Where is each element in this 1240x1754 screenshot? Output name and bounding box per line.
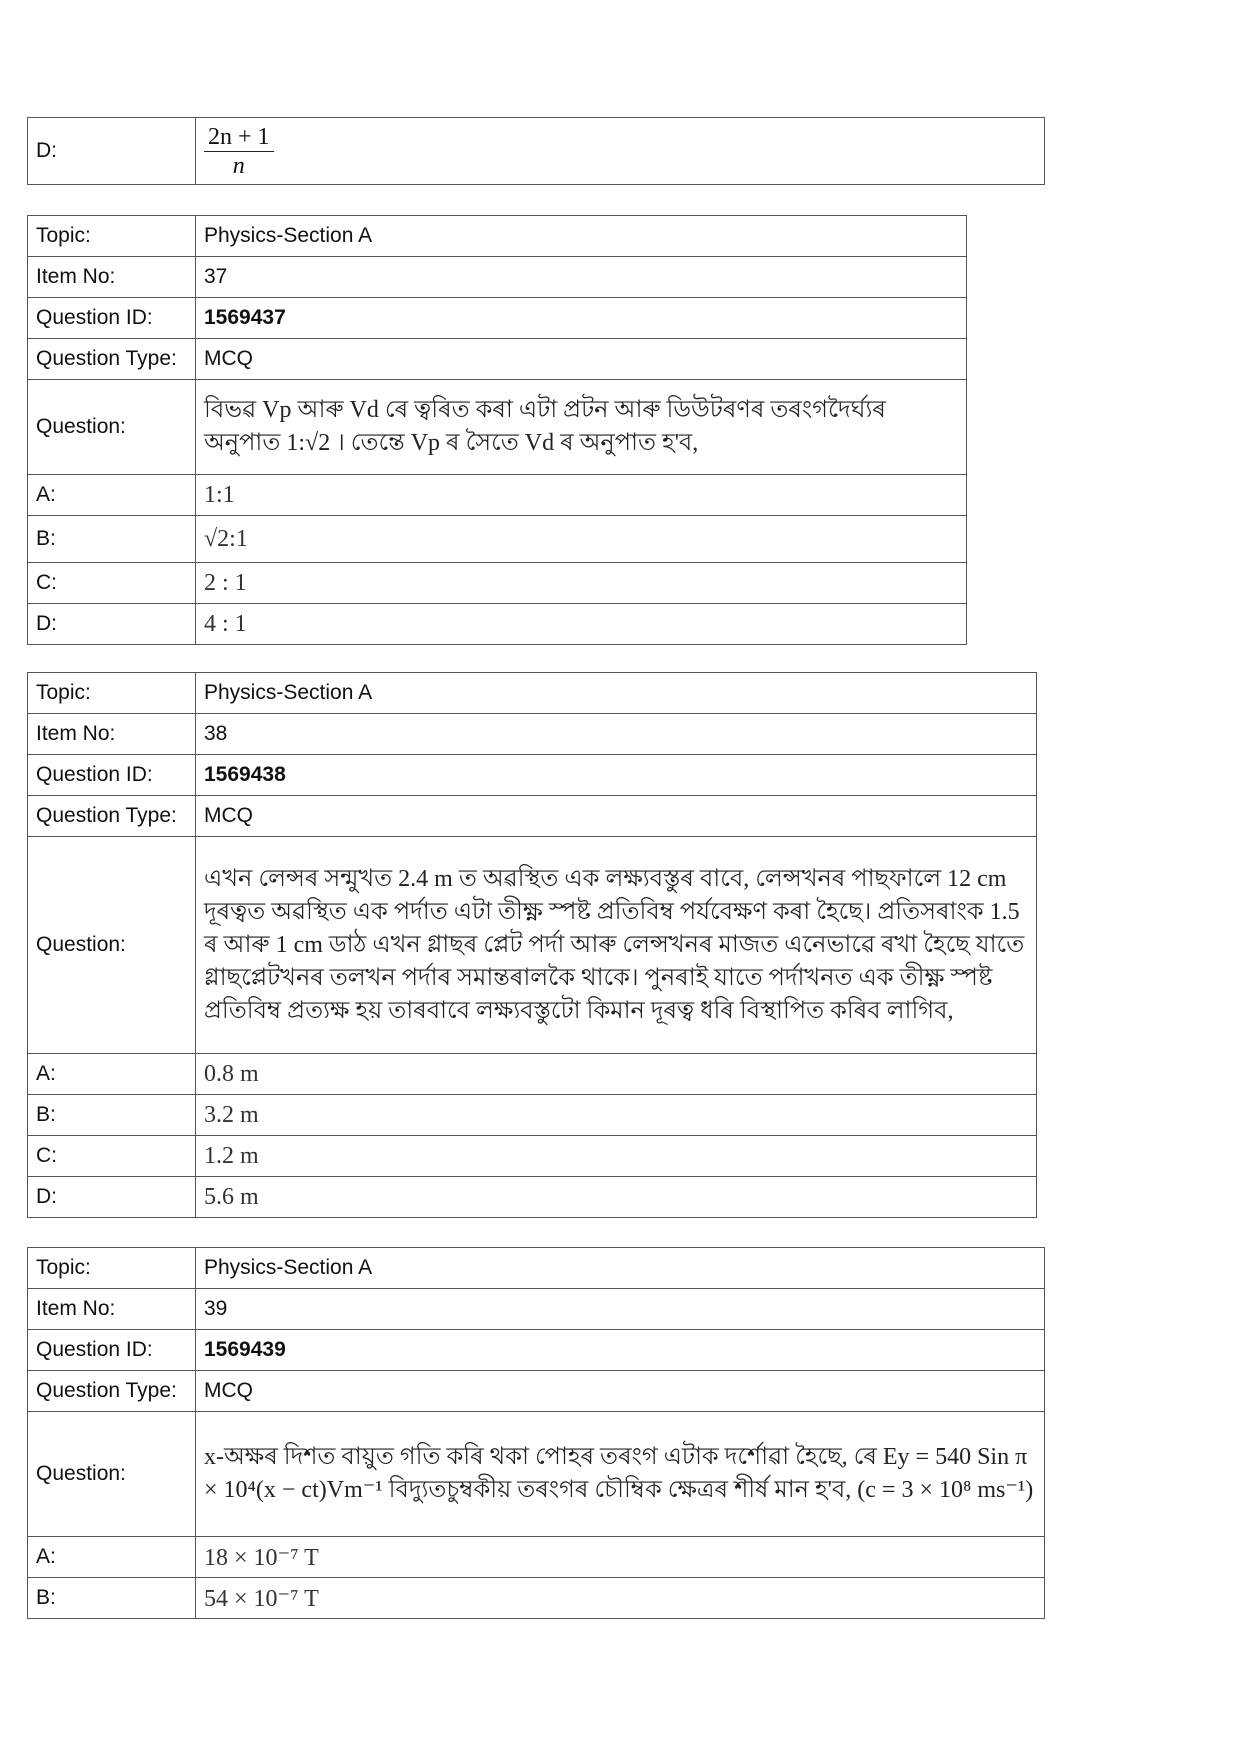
option-b-label: B: xyxy=(28,516,196,563)
fraction-denominator: n xyxy=(232,152,245,179)
item-label: Item No: xyxy=(28,257,196,298)
topic-row xyxy=(28,673,1037,714)
option-a-value: 0.8 m xyxy=(196,1054,1037,1095)
question-text: এখন লেন্সৰ সন্মুখত 2.4 m ত অৱস্থিত এক লক্ষ্যবস্তুৰ বাবে, লেন্সখনৰ পাছফালে 12 cm দূৰত্বত অৱস্থিত এক পৰ্দাত এটা তীক্ষ্ণ স্পষ্ট প্ৰতিবিম্ব পৰ্যবেক্ষণ কৰা হৈছে। প্ৰতিসৰাংক 1.5 ৰ আৰু 1 cm ডাঠ এখন গ্লাছৰ প্লেট পৰ্দা আৰু লেন্সখনৰ মাজত এনেভাৱে ৰখা হৈছে যাতে গ্লাছপ্লেটখনৰ তলখন পৰ্দাৰ সমান্তৰালকৈ থাকে। পুনৰাই যাতে পৰ্দাখনত এক তীক্ষ্ণ স্পষ্ট প্ৰতিবিম্ব প্ৰত্যক্ষ হয় তাৰবাবে লক্ষ্যবস্তুটো কিমান দূৰত্ব ধৰি বিস্থাপিত কৰিব লাগিব, xyxy=(196,837,1037,1054)
option-d-value: 4 : 1 xyxy=(196,604,967,645)
qid-label: Question ID: xyxy=(28,1330,196,1371)
option-a-value: 18 × 10⁻⁷ T xyxy=(196,1537,1045,1578)
qtype-row xyxy=(28,339,967,380)
qid-label: Question ID: xyxy=(28,755,196,796)
question-label: Question: xyxy=(28,1412,196,1537)
option-b-row xyxy=(28,516,967,563)
option-c-value: 1.2 m xyxy=(196,1136,1037,1177)
option-a-label: A: xyxy=(28,1054,196,1095)
q36-tail-table xyxy=(27,117,1045,185)
option-d-row xyxy=(28,1177,1037,1218)
topic-label: Topic: xyxy=(28,673,196,714)
option-c-label: C: xyxy=(28,1136,196,1177)
qtype-value: MCQ xyxy=(196,339,967,380)
option-b-value: 3.2 m xyxy=(196,1095,1037,1136)
qtype-value: MCQ xyxy=(196,1371,1045,1412)
qtype-label: Question Type: xyxy=(28,796,196,837)
option-b-value: √2:1 xyxy=(196,516,967,563)
item-row xyxy=(28,1289,1045,1330)
option-b-label: B: xyxy=(28,1095,196,1136)
topic-value: Physics-Section A xyxy=(196,216,967,257)
fraction-numerator: 2n + 1 xyxy=(204,123,274,152)
option-c-row xyxy=(28,563,967,604)
qid-row xyxy=(28,1330,1045,1371)
item-value: 38 xyxy=(196,714,1037,755)
qtype-label: Question Type: xyxy=(28,339,196,380)
question-label: Question: xyxy=(28,380,196,475)
question-text: বিভৱ Vp আৰু Vd ৰে ত্বৰিত কৰা এটা প্ৰটন আৰু ডিউটৰণৰ তৰংগদৈৰ্ঘ্যৰ অনুপাত 1:√2 । তেন্তে Vp ৰ সৈতে Vd ৰ অনুপাত হ'ব, xyxy=(196,380,967,475)
option-d-row xyxy=(28,118,1045,185)
item-row xyxy=(28,714,1037,755)
option-a-row xyxy=(28,475,967,516)
qtype-label: Question Type: xyxy=(28,1371,196,1412)
question-row xyxy=(28,837,1037,1054)
item-row xyxy=(28,257,967,298)
qid-value: 1569439 xyxy=(196,1330,1045,1371)
question-39-table xyxy=(27,1247,1045,1619)
qid-value: 1569438 xyxy=(196,755,1037,796)
qid-row xyxy=(28,298,967,339)
option-a-row xyxy=(28,1054,1037,1095)
item-label: Item No: xyxy=(28,1289,196,1330)
question-row xyxy=(28,380,967,475)
option-c-row xyxy=(28,1136,1037,1177)
qtype-value: MCQ xyxy=(196,796,1037,837)
item-value: 37 xyxy=(196,257,967,298)
option-a-label: A: xyxy=(28,475,196,516)
qtype-row xyxy=(28,1371,1045,1412)
topic-value: Physics-Section A xyxy=(196,673,1037,714)
topic-label: Topic: xyxy=(28,216,196,257)
topic-row xyxy=(28,1248,1045,1289)
item-label: Item No: xyxy=(28,714,196,755)
option-d-value: 5.6 m xyxy=(196,1177,1037,1218)
question-row xyxy=(28,1412,1045,1537)
topic-label: Topic: xyxy=(28,1248,196,1289)
qtype-row xyxy=(28,796,1037,837)
qid-row xyxy=(28,755,1037,796)
item-value: 39 xyxy=(196,1289,1045,1330)
option-b-row xyxy=(28,1578,1045,1619)
question-text: x-অক্ষৰ দিশত বায়ুত গতি কৰি থকা পোহৰ তৰংগ এটাক দৰ্শোৱা হৈছে, ৰে Ey = 540 Sin π × 10⁴(x − ct)Vm⁻¹ বিদ্যুতচুম্বকীয় তৰংগৰ চৌম্বিক ক্ষেত্ৰৰ শীৰ্ষ মান হ'ব, (c = 3 × 10⁸ ms⁻¹) xyxy=(196,1412,1045,1537)
topic-row xyxy=(28,216,967,257)
qid-label: Question ID: xyxy=(28,298,196,339)
option-a-label: A: xyxy=(28,1537,196,1578)
fraction xyxy=(204,123,274,180)
question-38-table xyxy=(27,672,1037,1218)
option-b-value: 54 × 10⁻⁷ T xyxy=(196,1578,1045,1619)
question-label: Question: xyxy=(28,837,196,1054)
option-d-label: D: xyxy=(28,118,196,185)
option-b-label: B: xyxy=(28,1578,196,1619)
topic-value: Physics-Section A xyxy=(196,1248,1045,1289)
option-d-label: D: xyxy=(28,1177,196,1218)
question-37-table xyxy=(27,215,967,645)
qid-value: 1569437 xyxy=(196,298,967,339)
option-d-label: D: xyxy=(28,604,196,645)
option-d-row xyxy=(28,604,967,645)
option-c-label: C: xyxy=(28,563,196,604)
option-a-value: 1:1 xyxy=(196,475,967,516)
option-b-row xyxy=(28,1095,1037,1136)
option-c-value: 2 : 1 xyxy=(196,563,967,604)
option-a-row xyxy=(28,1537,1045,1578)
option-d-value xyxy=(196,118,1045,185)
